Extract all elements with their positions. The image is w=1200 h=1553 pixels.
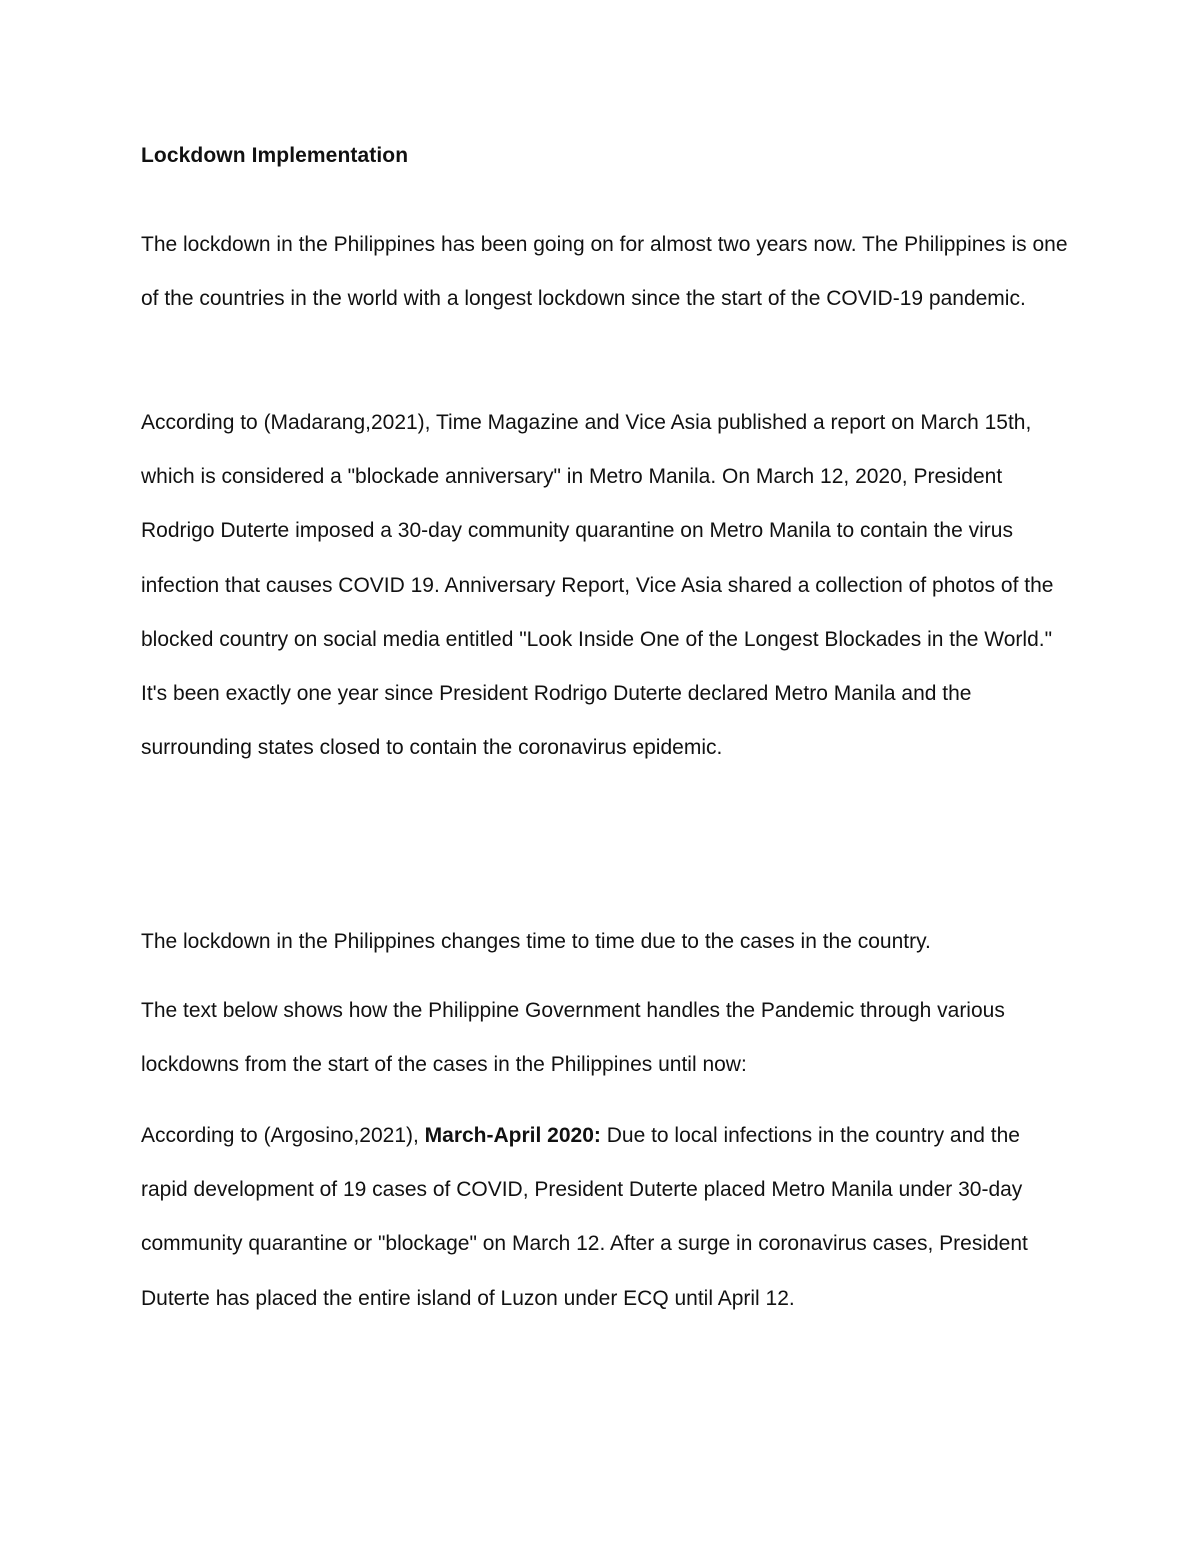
document-title: Lockdown Implementation [141, 144, 409, 167]
paragraph-madarang: According to (Madarang,2021), Time Magazine and Vice Asia published a report on March 15th, which is considered a "blockade anniversary" in Metro Manila. On March 12, 2020, President Rodrigo Duterte imposed a 30-day community quarantine on Metro Manila to contain the virus infection that causes COVID 19. Anniversary Report, Vice Asia shared a collection of photos of the blocked country on social media entitled "Look Inside One of the Longest Blockades in the World." It's been exactly one year since President Rodrigo Duterte declared Metro Manila and the surrounding states closed to contain the coronavirus epidemic. [141, 411, 1054, 760]
paragraph-intro: The lockdown in the Philippines has been going on for almost two years now. The Philippines is one of the countries in the world with a longest lockdown since the start of the COVID-19 pandemic. [141, 233, 1068, 311]
paragraph-text-below: The text below shows how the Philippine Government handles the Pandemic through various lockdowns from the start of the cases in the Philippines until now: [141, 999, 1005, 1077]
paragraph-argosino-body: Due to local infections in the country and the rapid development of 19 cases of COVID, President Duterte placed Metro Manila under 30-day community quarantine or "blockage" on March 12. After a surge in coronavirus cases, President Duterte has placed the entire island of Luzon under ECQ until April 12. [141, 1124, 1028, 1310]
paragraph-argosino-lead: According to (Argosino,2021), [141, 1124, 425, 1147]
date-range-heading: March-April 2020: [424, 1124, 601, 1147]
paragraph-changes: The lockdown in the Philippines changes time to time due to the cases in the country. [141, 930, 931, 953]
paragraph-argosino [141, 1109, 1071, 1326]
